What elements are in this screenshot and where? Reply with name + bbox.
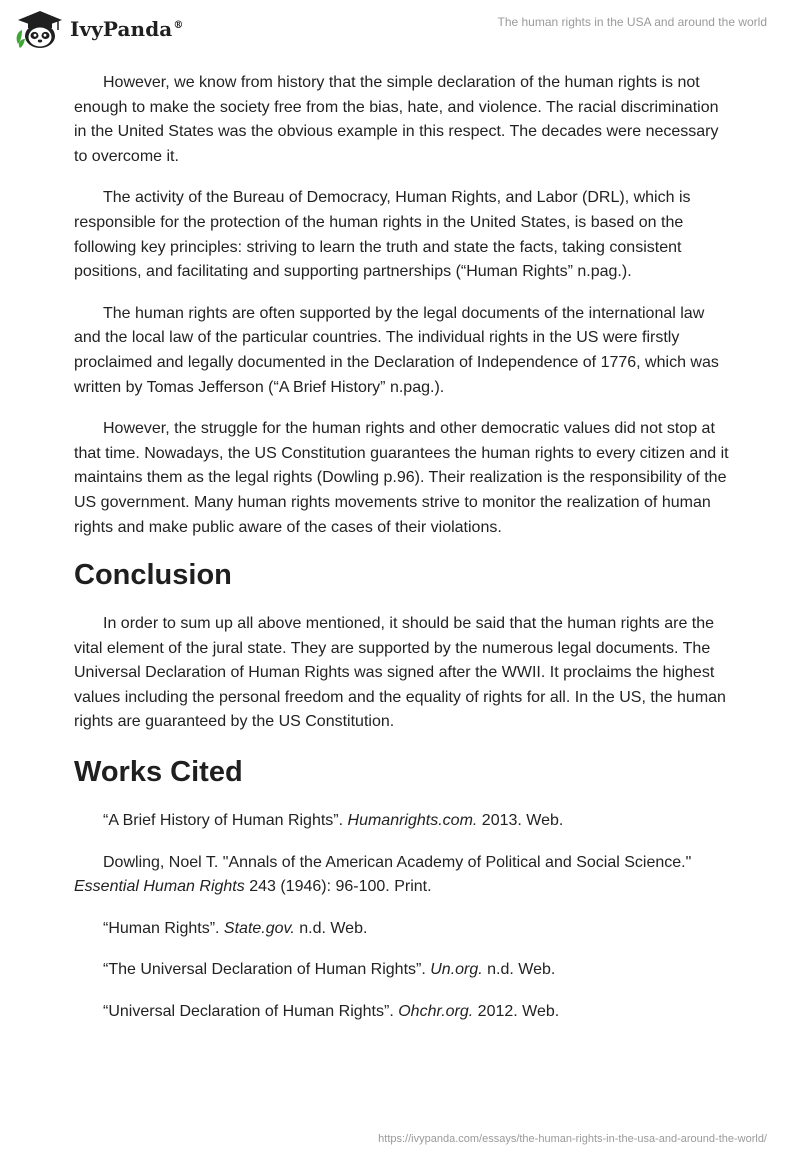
citation: [74, 917, 734, 942]
citation-text: n.d. Web.: [482, 961, 556, 979]
citation-text: 2012. Web.: [473, 1003, 560, 1021]
citation-source: Essential Human Rights: [74, 878, 245, 896]
citation-text: n.d. Web.: [294, 919, 368, 937]
citation-text: “The Universal Declaration of Human Rights”.: [103, 961, 431, 979]
source-url[interactable]: https://ivypanda.com/essays/the-human-rights-in-the-usa-and-around-the-world/: [378, 1133, 767, 1145]
citation: [74, 851, 734, 900]
essay-content: [74, 71, 734, 1042]
citation-source: State.gov.: [223, 919, 295, 937]
citation-text: 243 (1946): 96-100. Print.: [244, 878, 432, 896]
body-paragraph: The human rights are often supported by the legal documents of the international law and the local law of the particular countries. The individual rights in the US were firstly proclaimed and legally documented in the Declaration of Independence of 1776, which was written by Tomas Jefferson (“A Brief History” n.pag.).: [74, 304, 719, 396]
citation: [74, 958, 734, 983]
registered-mark: ®: [173, 20, 184, 32]
citation-source: Humanrights.com.: [347, 812, 478, 830]
citation-text: 2013. Web.: [477, 812, 564, 830]
citation-text: “Universal Declaration of Human Rights”.: [103, 1003, 399, 1021]
brand-name: [70, 17, 183, 41]
ivypanda-logo[interactable]: [14, 8, 183, 50]
citation: [74, 1000, 734, 1025]
citation-text: “Human Rights”.: [103, 919, 224, 937]
document-title: The human rights in the USA and around the world: [497, 15, 767, 29]
works-cited-heading: Works Cited: [74, 756, 243, 789]
citation-source: Un.org.: [430, 961, 483, 979]
body-paragraph: However, the struggle for the human rights and other democratic values did not stop at that time. Nowadays, the US Constitution guarantees the human rights to every citizen and it maintains them as the legal rights (Dowling p.96). Their realization is the responsibility of the US government. Many human rights movements strive to monitor the realization of human rights and make public aware of the cases of their violations.: [74, 420, 729, 536]
brand-label: IvyPanda: [70, 17, 173, 41]
body-paragraph: However, we know from history that the simple declaration of the human rights is not enough to make the society free from the bias, hate, and violence. The racial discrimination in the United States was the obvious example in this respect. The decades were necessary to overcome it.: [74, 74, 719, 165]
citation-text: “A Brief History of Human Rights”.: [103, 812, 348, 830]
citation: [74, 809, 734, 834]
conclusion-paragraph: In order to sum up all above mentioned, it should be said that the human rights are the vital element of the jural state. They are supported by the numerous legal documents. The Universal Declaration of Human Rights was signed after the WWII. It proclaims the highest values including the personal freedom and the equality of rights for all. In the US, the human rights are guaranteed by the US Constitution.: [74, 615, 726, 731]
citation-text: Dowling, Noel T. "Annals of the American Academy of Political and Social Science.": [103, 853, 692, 871]
citation-source: Ohchr.org.: [398, 1003, 474, 1021]
page-header: [0, 0, 800, 56]
body-paragraph: The activity of the Bureau of Democracy, Human Rights, and Labor (DRL), which is responsible for the protection of the human rights in the United States, is based on the following key principles: striving to learn the truth and state the facts, taking consistent positions, and facilitating and supporting partnerships (“Human Rights” n.pag.).: [74, 189, 691, 281]
conclusion-heading: Conclusion: [74, 559, 232, 592]
panda-graduate-icon: [14, 8, 64, 50]
